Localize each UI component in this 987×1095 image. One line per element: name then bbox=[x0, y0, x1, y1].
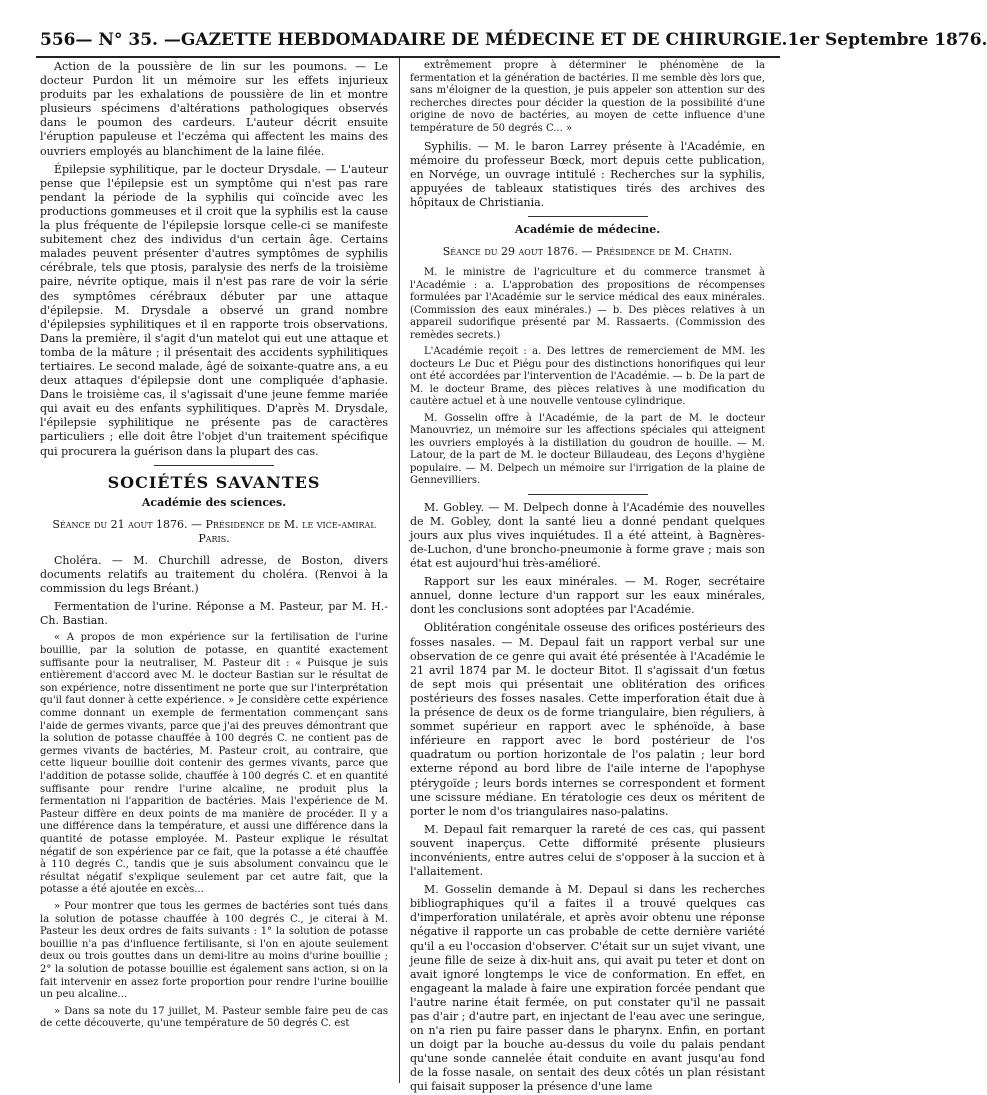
right-column bbox=[410, 60, 765, 1094]
article-flax-dust: Action de la poussière de lin sur les poumons. — Le docteur Purdon lit un mémoire sur les effets injurieux produits par les exhalations de poussière de lin et montre plusieurs spécimens d'altérations pathologiques observés dans le poumon des cardeurs. L'auteur décrit ensuite l'éruption papuleuse et l'eczéma qui affectent les mains des ouvriers employés au blanchiment de la laine filée. bbox=[40, 60, 388, 158]
article-syphilitic-epilepsy: Épilepsie syphilitique, par le docteur Drysdale. — L'auteur pense que l'épilepsie est un symptôme qui n'est pas rare pendant la période de la syphilis qui coïncide avec les productions gommeuses et il croit que la syphilis est la cause la plus fréquente de l'épilepsie lorsque celle-ci se manifeste subitement chez des individus d'un certain âge. Certains malades peuvent présenter d'autres symptômes de syphilis cérébrale, tels que ptosis, paralysie des nerfs de la troisième paire, névrite optique, mais il n'est pas rare de voir la série des symptômes cérébraux débuter par une attaque d'épilepsie. M. Drysdale a observé un grand nombre d'épilepsies syphilitiques et il en rapporte trois observations. Dans la première, il s'agit d'un matelot qui eut une attaque et tomba de la mâture ; il présentait des accidents syphilitiques tertiaires. Le second malade, âgé de soixante-quatre ans, a eu deux attaques d'épilepsie dont une compliquée d'aphasie. Dans le troisième cas, il s'agissait d'une jeune femme mariée qui avait eu des enfants syphilitiques. D'après M. Drysdale, l'épilepsie syphilitique ne présente pas de caractères particuliers ; elle doit être l'objet d'un traitement spécifique qui procurera la guérison dans la plupart des cas. bbox=[40, 162, 388, 458]
page-header bbox=[40, 10, 987, 54]
journal-title: GAZETTE HEBDOMADAIRE DE MÉDECINE ET DE CHIRURGIE. bbox=[180, 30, 788, 50]
correspondence-2: L'Académie reçoit : a. Des lettres de remerciement de MM. les docteurs Le Duc et Piégu pour des distinctions honorifiques qui leur ont été accordées par l'intervention de l'Académie. — b. De la part de M. le docteur Brame, des pièces relatives à une modification du cautère actuel et à une nouvelle ventouse cylindrique. bbox=[410, 346, 765, 408]
bastian-quote-3: » Dans sa note du 17 juillet, M. Pasteur semble faire peu de cas de cette découverte, qu'une température de 50 degrés C. est bbox=[40, 1005, 388, 1030]
article-cholera: Choléra. — M. Churchill adresse, de Boston, divers documents relatifs au traitement du choléra. (Renvoi à la commission du legs Bréant.) bbox=[40, 554, 388, 596]
article-fermentation-title: Fermentation de l'urine. Réponse a M. Pasteur, par M. H.-Ch. Bastian. bbox=[40, 600, 388, 628]
academie-medecine-title: Académie de médecine. bbox=[514, 223, 661, 237]
issue-date: 1er Septembre 1876. bbox=[787, 30, 987, 50]
seance-heading-1: Séance du 21 aout 1876. — Présidence de M. le vice-amiral Paris. bbox=[52, 517, 376, 545]
section-title-societes: SOCIÉTÉS SAVANTES bbox=[107, 472, 321, 492]
page-number: 556 bbox=[40, 30, 76, 50]
bastian-quote-2: » Pour montrer que tous les germes de bactéries sont tués dans la solution de potasse chauffée à 100 degrés C., je citerai à M. Pasteur les deux ordres de faits suivants : 1° la solution de potasse bouillie n'a pas d'influence fertilisante, si l'on en ajoute seulement deux ou trois gouttes dans un demi-litre au moins d'urine bouillie ; 2° la solution de potasse bouillie est également sans action, si on la fait intervenir en assez forte proportion pour rendre l'urine bouillie un peu alcaline... bbox=[40, 900, 388, 1001]
article-nasal-obliteration: Oblitération congénitale osseuse des orifices postérieurs des fosses nasales. — M. Depaul fait un rapport verbal sur une observation de ce genre qui avait été présentée à l'Académie le 21 avril 1874 par M. le docteur Bitot. Il s'agissait d'un fœtus de sept mois qui présentait une oblitération des orifices postérieurs des fosses nasales. Cette imperforation était due à la présence de deux os de forme triangulaire, bien réguliers, à sommet supérieur en rapport avec le sphénoïde, à base inférieure en rapport avec le bord postérieur de l'os quadratum ou portion horizontale de l'os palatin ; leur bord externe répond au bord libre de l'aile interne de l'apophyse ptérygoïde ; leurs bords internes se correspondent et forment une scissure médiane. En tératologie ces deux os méritent de porter le nom d'os triangulaires naso-palatins. bbox=[410, 621, 765, 818]
bastian-quote-1: « A propos de mon expérience sur la fertilisation de l'urine bouillie, par la solution de potasse, en quantité exactement suffisante pour la neutraliser, M. Pasteur dit : « Puisque je suis entièrement d'accord avec M. le docteur Bastian sur le résultat de son expérience, notre dissentiment ne porte que sur l'interprétation qu'il faut donner à cette expérience. » Je considère cette expérience comme donnant un exemple de fermentation commençant sans l'aide de germes vivants, parce que j'ai des preuves démontrant que la solution de potasse chauffée à 100 degrés C. ne contient pas de germes vivants de bactéries, M. Pasteur croit, au contraire, que cette liqueur bouillie doit contenir des germes vivants, parce que l'addition de potasse solide, chauffée à 100 degrés C. et en quantité suffisante pour rendre l'urine alcaline, ne produit plus la fermentation ni l'apparition de bactéries. Mais l'expérience de M. Pasteur diffère en deux points de ma manière de procéder. Il y a une différence dans la température, et aussi une différence dans la quantité de potasse employée. M. Pasteur explique le résultat négatif de son expérience par ce fait, que la potasse a été chauffée à 110 degrés C., tandis que je suis absolument convaincu que le résultat négatif s'explique seulement par cet autre fait, que la potasse a été ajoutée en excès... bbox=[40, 632, 388, 896]
column-separator bbox=[399, 58, 400, 1083]
issue-number: — N° 35. — bbox=[75, 30, 181, 50]
bastian-quote-continued: extrêmement propre à déterminer le phénomène de la fermentation et la génération de bactéries. Il me semble dès lors que, sans m'éloigner de la question, je puis appeler son attention sur des recherches directes pour décider la question de la possibilité d'une origine de novo de bactéries, au moyen de cette influence d'une température de 50 degrés C... » bbox=[410, 60, 765, 134]
article-gosselin: M. Gosselin demande à M. Depaul si dans les recherches bibliographiques qu'il a faites il a trouvé quelques cas d'imperforation unilatérale, et après avoir obtenu une réponse négative il rapporte un cas probable de cette dernière variété qu'il a eu l'occasion d'observer. C'était sur un sujet vivant, une jeune fille de seize à dix-huit ans, qui avait pu teter et dont on avait ignoré longtemps le vice de conformation. En effet, en engageant la malade à faire une expiration forcée pendant que l'autre narine était fermée, on put constater qu'il ne passait pas d'air ; d'autre part, en injectant de l'eau avec une seringue, on n'a rien pu faire passer dans le pharynx. Enfin, en portant un doigt par la bouche au-dessus du voile du palais pendant qu'une sonde cannelée était conduite en avant jusqu'au fond de la fosse nasale, on sentait des deux côtés un plan résistant qui faisait supposer la présence d'une lame bbox=[410, 883, 765, 1094]
correspondence-1: M. le ministre de l'agriculture et du commerce transmet à l'Académie : a. L'approbation des propositions de récompenses formulées par l'Académie sur le service médical des eaux minérales. (Commission des eaux minérales.) — b. Des pièces relatives à un appareil sudorifique présenté par M. Rassaerts. (Commission des remèdes secrets.) bbox=[410, 267, 765, 341]
academie-sciences-title: Académie des sciences. bbox=[141, 495, 287, 509]
section-divider-2 bbox=[528, 216, 648, 217]
article-syphilis-larrey: Syphilis. — M. le baron Larrey présente à l'Académie, en mémoire du professeur Bœck, mort depuis cette publication, en Norvége, un ouvrage intitulé : Recherches sur la syphilis, appuyées de tableaux statistiques tirés des archives des hôpitaux de Christiania. bbox=[410, 139, 765, 209]
article-gobley: M. Gobley. — M. Delpech donne à l'Académie des nouvelles de M. Gobley, dont la santé lieu a donné pendant quelques jours aux plus vives inquiétudes. Il a été atteint, à Bagnères-de-Luchon, d'une broncho-pneumonie à forme grave ; mais son état est aujourd'hui très-amélioré. bbox=[410, 500, 765, 571]
section-divider-3 bbox=[528, 494, 648, 495]
article-mineral-waters: Rapport sur les eaux minérales. — M. Roger, secrétaire annuel, donne lecture d'un rapport sur les eaux minérales, dont les conclusions sont adoptées par l'Académie. bbox=[410, 575, 765, 617]
correspondence-3: M. Gosselin offre à l'Académie, de la part de M. le docteur Manouvriez, un mémoire sur les affections spéciales qui atteignent les ouvriers employés à la distillation du goudron de houille. — M. Latour, de la part de M. le docteur Billaudeau, des Leçons d'hygiène populaire. — M. Delpech un mémoire sur l'irrigation de la plaine de Gennevilliers. bbox=[410, 412, 765, 487]
section-divider bbox=[154, 465, 274, 466]
article-depaul-remarks: M. Depaul fait remarquer la rareté de ces cas, qui passent souvent inaperçus. Cette difformité présente plusieurs inconvénients, entre autres celui de s'opposer à la succion et à l'allaitement. bbox=[410, 822, 765, 879]
header-rule bbox=[36, 56, 780, 58]
seance-heading-2: Séance du 29 aout 1876. — Présidence de M. Chatin. bbox=[442, 245, 733, 259]
left-column bbox=[40, 60, 388, 1080]
